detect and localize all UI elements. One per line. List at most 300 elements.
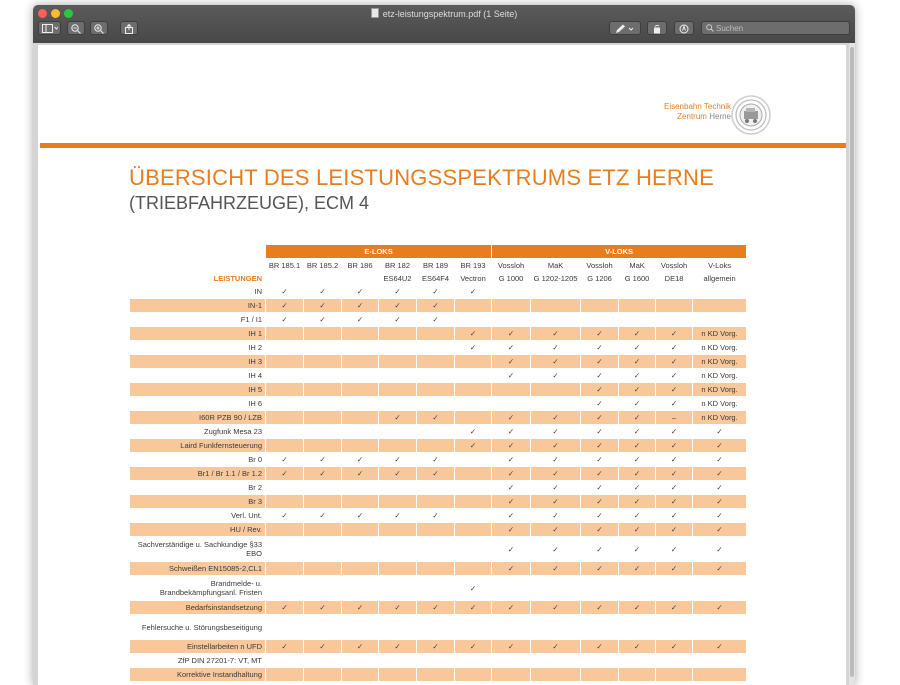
- document-title: ÜBERSICHT DES LEISTUNGSSPEKTRUMS ETZ HERNE: [129, 165, 714, 190]
- table-cell: [455, 383, 492, 397]
- row-label: IH 4: [130, 369, 266, 383]
- zoom-out-icon: [71, 24, 81, 34]
- column-header: Vossloh: [581, 259, 619, 272]
- row-label: Sachverständige u. Sachkundige §33 EBO: [130, 537, 266, 562]
- etz-logo: [656, 94, 776, 134]
- table-cell: ✓: [656, 481, 693, 495]
- table-row: [130, 467, 747, 481]
- table-cell: ✓: [581, 495, 619, 509]
- table-cell: ✓: [492, 439, 531, 453]
- table-cell: [619, 576, 656, 601]
- table-row: [130, 299, 747, 313]
- table-cell: ✓: [531, 341, 581, 355]
- table-cell: [342, 654, 379, 668]
- table-cell: n KD Vorg.: [693, 383, 747, 397]
- table-cell: ✓: [531, 453, 581, 467]
- row-label: IH 3: [130, 355, 266, 369]
- table-cell: ✓: [581, 341, 619, 355]
- window-title-text: etz-leistungspektrum.pdf (1 Seite): [382, 9, 518, 19]
- table-cell: [417, 576, 455, 601]
- table-cell: [342, 341, 379, 355]
- table-cell: [455, 481, 492, 495]
- column-header: BR 185.2: [304, 259, 342, 272]
- table-cell: [455, 299, 492, 313]
- table-cell: ✓: [342, 285, 379, 299]
- table-cell: [304, 495, 342, 509]
- row-label: IN-1: [130, 299, 266, 313]
- search-input[interactable]: [716, 22, 846, 34]
- table-row: [130, 640, 747, 654]
- table-cell: ✓: [531, 355, 581, 369]
- table-cell: [492, 383, 531, 397]
- table-cell: [455, 467, 492, 481]
- table-cell: [304, 383, 342, 397]
- table-cell: [417, 654, 455, 668]
- table-cell: [455, 397, 492, 411]
- table-cell: ✓: [492, 355, 531, 369]
- table-cell: n KD Vorg.: [693, 327, 747, 341]
- table-cell: ✓: [531, 327, 581, 341]
- table-cell: ✓: [619, 537, 656, 562]
- table-cell: ✓: [581, 601, 619, 615]
- zoom-in-icon: [94, 24, 104, 34]
- table-cell: ✓: [656, 439, 693, 453]
- table-cell: [417, 397, 455, 411]
- table-cell: ✓: [304, 453, 342, 467]
- table-cell: ✓: [656, 495, 693, 509]
- table-cell: ✓: [455, 285, 492, 299]
- table-cell: ✓: [342, 509, 379, 523]
- preview-window: [33, 5, 855, 685]
- table-cell: ✓: [619, 562, 656, 576]
- row-label: Korrektive Instandhaltung: [130, 668, 266, 682]
- row-label: Brandmelde- u. Brandbekämpfungsanl. Fristen: [130, 576, 266, 601]
- table-cell: ✓: [531, 562, 581, 576]
- column-header: MaK: [531, 259, 581, 272]
- table-cell: [379, 562, 417, 576]
- table-cell: [342, 411, 379, 425]
- table-cell: ✓: [266, 285, 304, 299]
- group-header-row: [130, 245, 747, 259]
- column-subheader: G 1600: [619, 272, 656, 285]
- table-row: [130, 654, 747, 668]
- table-cell: [531, 397, 581, 411]
- table-cell: ✓: [342, 640, 379, 654]
- table-cell: [266, 537, 304, 562]
- table-row: [130, 509, 747, 523]
- row-label: IH 2: [130, 341, 266, 355]
- table-cell: [619, 615, 656, 640]
- table-cell: ✓: [379, 601, 417, 615]
- table-cell: [266, 397, 304, 411]
- table-cell: ✓: [656, 601, 693, 615]
- search-icon: [706, 24, 714, 32]
- table-cell: ✓: [619, 523, 656, 537]
- table-cell: [531, 299, 581, 313]
- table-cell: ✓: [342, 453, 379, 467]
- table-cell: ✓: [379, 313, 417, 327]
- table-cell: [304, 562, 342, 576]
- table-row: [130, 313, 747, 327]
- table-cell: [417, 369, 455, 383]
- table-cell: ✓: [266, 299, 304, 313]
- column-subheader: [304, 272, 342, 285]
- table-cell: ✓: [266, 640, 304, 654]
- table-cell: ✓: [455, 576, 492, 601]
- table-cell: [304, 481, 342, 495]
- table-cell: ✓: [492, 601, 531, 615]
- table-cell: ✓: [455, 425, 492, 439]
- column-header: MaK: [619, 259, 656, 272]
- scrollbar-thumb[interactable]: [850, 47, 854, 677]
- table-cell: ✓: [656, 341, 693, 355]
- table-cell: [342, 615, 379, 640]
- table-cell: ✓: [619, 411, 656, 425]
- table-cell: [379, 369, 417, 383]
- table-cell: ✓: [266, 467, 304, 481]
- table-cell: [342, 576, 379, 601]
- table-cell: [342, 397, 379, 411]
- blank-cell: [130, 245, 266, 259]
- table-cell: ✓: [581, 467, 619, 481]
- column-subheader: ES64U2: [379, 272, 417, 285]
- table-cell: ✓: [693, 537, 747, 562]
- table-cell: [304, 341, 342, 355]
- table-cell: [619, 654, 656, 668]
- table-row: [130, 341, 747, 355]
- table-cell: [266, 439, 304, 453]
- table-cell: [455, 654, 492, 668]
- logo-zentrum: Zentrum: [677, 112, 707, 121]
- table-cell: ✓: [492, 411, 531, 425]
- table-cell: ✓: [581, 397, 619, 411]
- table-cell: [417, 537, 455, 562]
- table-cell: [619, 313, 656, 327]
- table-cell: [417, 341, 455, 355]
- table-cell: ✓: [417, 509, 455, 523]
- table-cell: ✓: [656, 562, 693, 576]
- markup-circle-icon: [679, 24, 689, 34]
- table-cell: [492, 313, 531, 327]
- table-cell: [492, 654, 531, 668]
- table-cell: [455, 369, 492, 383]
- row-label: I60R PZB 90 / LZB: [130, 411, 266, 425]
- table-cell: ✓: [304, 467, 342, 481]
- table-cell: ✓: [379, 640, 417, 654]
- table-cell: ✓: [531, 369, 581, 383]
- table-cell: ✓: [619, 467, 656, 481]
- table-cell: ✓: [455, 341, 492, 355]
- table-cell: [417, 495, 455, 509]
- table-cell: [266, 615, 304, 640]
- table-cell: [266, 523, 304, 537]
- zoom-in-button[interactable]: [90, 21, 108, 35]
- table-cell: ✓: [342, 601, 379, 615]
- table-cell: [455, 562, 492, 576]
- table-row: [130, 397, 747, 411]
- wheel-emblem-icon: [730, 94, 772, 136]
- table-cell: ✓: [379, 285, 417, 299]
- table-cell: n KD Vorg.: [693, 369, 747, 383]
- table-cell: [266, 369, 304, 383]
- column-subheader: G 1202-1205: [531, 272, 581, 285]
- row-label: IN: [130, 285, 266, 299]
- table-cell: [342, 383, 379, 397]
- row-label: HU / Rev.: [130, 523, 266, 537]
- table-cell: [417, 425, 455, 439]
- table-cell: [342, 562, 379, 576]
- table-cell: n KD Vorg.: [693, 341, 747, 355]
- table-cell: [304, 327, 342, 341]
- table-cell: ✓: [619, 355, 656, 369]
- table-cell: ✓: [304, 601, 342, 615]
- table-cell: ✓: [656, 369, 693, 383]
- blank-cell: [130, 259, 266, 272]
- table-cell: ✓: [531, 467, 581, 481]
- table-cell: ✓: [379, 299, 417, 313]
- column-subheader: allgemein: [693, 272, 747, 285]
- table-cell: [304, 523, 342, 537]
- table-cell: [531, 313, 581, 327]
- table-cell: [581, 576, 619, 601]
- table-cell: [455, 615, 492, 640]
- table-cell: ✓: [531, 640, 581, 654]
- table-cell: [492, 576, 531, 601]
- vertical-scrollbar[interactable]: [849, 43, 855, 685]
- table-cell: [266, 481, 304, 495]
- table-row: [130, 285, 747, 299]
- table-cell: ✓: [379, 509, 417, 523]
- column-header: BR 185.1: [266, 259, 304, 272]
- table-cell: ✓: [619, 481, 656, 495]
- table-cell: [492, 397, 531, 411]
- table-cell: [304, 537, 342, 562]
- table-cell: n KD Vorg.: [693, 355, 747, 369]
- search-field[interactable]: [701, 21, 850, 35]
- table-cell: [304, 425, 342, 439]
- services-table: [129, 244, 747, 682]
- table-cell: ✓: [619, 509, 656, 523]
- table-cell: ✓: [619, 383, 656, 397]
- table-cell: n KD Vorg.: [693, 411, 747, 425]
- table-cell: ✓: [693, 562, 747, 576]
- table-cell: [342, 369, 379, 383]
- table-cell: ✓: [266, 509, 304, 523]
- table-cell: ✓: [693, 467, 747, 481]
- table-row: [130, 495, 747, 509]
- table-cell: ✓: [492, 537, 531, 562]
- table-cell: ✓: [417, 467, 455, 481]
- table-cell: [656, 299, 693, 313]
- table-cell: [693, 654, 747, 668]
- table-cell: [342, 439, 379, 453]
- table-cell: ✓: [492, 509, 531, 523]
- table-cell: ✓: [619, 327, 656, 341]
- column-header: Vossloh: [492, 259, 531, 272]
- table-cell: ✓: [581, 383, 619, 397]
- table-cell: ✓: [656, 453, 693, 467]
- table-cell: ✓: [656, 640, 693, 654]
- column-subheader-row: [130, 272, 747, 285]
- row-label: Einstellarbeiten n UFD: [130, 640, 266, 654]
- table-cell: [266, 576, 304, 601]
- table-cell: ✓: [693, 439, 747, 453]
- row-label: F1 / I1: [130, 313, 266, 327]
- table-cell: [379, 327, 417, 341]
- table-cell: [455, 537, 492, 562]
- table-cell: [656, 285, 693, 299]
- table-row: [130, 481, 747, 495]
- table-cell: ✓: [619, 341, 656, 355]
- table-row: [130, 439, 747, 453]
- table-cell: ✓: [656, 467, 693, 481]
- table-cell: [379, 537, 417, 562]
- table-cell: [531, 285, 581, 299]
- table-cell: ✓: [581, 425, 619, 439]
- table-cell: ✓: [266, 453, 304, 467]
- table-row: [130, 523, 747, 537]
- row-label: Br1 / Br 1.1 / Br 1.2: [130, 467, 266, 481]
- table-cell: ✓: [492, 495, 531, 509]
- table-cell: ✓: [342, 467, 379, 481]
- row-label: Br 3: [130, 495, 266, 509]
- table-cell: ✓: [693, 481, 747, 495]
- table-cell: ✓: [656, 397, 693, 411]
- column-header: BR 182: [379, 259, 417, 272]
- table-cell: [531, 383, 581, 397]
- table-cell: ✓: [417, 299, 455, 313]
- logo-herne: Herne: [709, 112, 731, 121]
- markup-toolbar-button[interactable]: [609, 21, 641, 35]
- table-cell: [379, 397, 417, 411]
- row-label: Schweißen EN15085-2,CL1: [130, 562, 266, 576]
- table-cell: ✓: [266, 313, 304, 327]
- column-header: BR 193: [455, 259, 492, 272]
- group-v-loks: V-LOKS: [492, 245, 747, 259]
- table-cell: [455, 523, 492, 537]
- table-row: [130, 383, 747, 397]
- table-cell: [455, 313, 492, 327]
- table-cell: ✓: [492, 453, 531, 467]
- column-header: BR 189: [417, 259, 455, 272]
- document-viewer[interactable]: [33, 43, 855, 685]
- table-cell: ✓: [619, 640, 656, 654]
- table-cell: ✓: [531, 537, 581, 562]
- table-cell: ✓: [492, 369, 531, 383]
- column-subheader: G 1206: [581, 272, 619, 285]
- column-subheader: [342, 272, 379, 285]
- table-cell: [379, 495, 417, 509]
- table-cell: ✓: [417, 601, 455, 615]
- table-cell: ✓: [619, 425, 656, 439]
- share-button[interactable]: [120, 21, 138, 35]
- table-cell: ✓: [492, 467, 531, 481]
- row-label: ZfP DIN 27201-7: VT, MT: [130, 654, 266, 668]
- table-cell: ✓: [581, 537, 619, 562]
- logo-line2: [664, 112, 731, 122]
- table-cell: n KD Vorg.: [693, 397, 747, 411]
- table-cell: [455, 453, 492, 467]
- table-cell: ✓: [492, 425, 531, 439]
- table-cell: [342, 537, 379, 562]
- table-cell: [342, 355, 379, 369]
- row-label: Verl. Unt.: [130, 509, 266, 523]
- table-cell: [379, 341, 417, 355]
- column-header: V-Loks: [693, 259, 747, 272]
- annotate-button[interactable]: [674, 21, 694, 35]
- table-cell: [581, 299, 619, 313]
- column-header-row: [130, 259, 747, 272]
- table-cell: [342, 327, 379, 341]
- table-cell: [304, 397, 342, 411]
- table-cell: [304, 439, 342, 453]
- table-cell: ✓: [304, 299, 342, 313]
- document-subtitle: (TRIEBFAHRZEUGE), ECM 4: [129, 193, 370, 213]
- sidebar-icon: [42, 24, 58, 33]
- leistungen-label: LEISTUNGEN: [130, 272, 266, 285]
- table-cell: ✓: [379, 467, 417, 481]
- table-cell: ✓: [619, 397, 656, 411]
- table-cell: [342, 481, 379, 495]
- table-cell: ✓: [619, 495, 656, 509]
- table-cell: ✓: [531, 601, 581, 615]
- table-cell: [531, 615, 581, 640]
- row-label: Br 0: [130, 453, 266, 467]
- table-cell: [304, 654, 342, 668]
- table-cell: [455, 411, 492, 425]
- table-cell: [619, 285, 656, 299]
- column-header: BR 186: [342, 259, 379, 272]
- table-cell: ✓: [304, 285, 342, 299]
- zoom-out-button[interactable]: [67, 21, 85, 35]
- sidebar-toggle-button[interactable]: [38, 21, 61, 35]
- table-cell: [417, 383, 455, 397]
- table-cell: [581, 285, 619, 299]
- row-label: IH 6: [130, 397, 266, 411]
- table-cell: ✓: [455, 439, 492, 453]
- table-cell: [304, 615, 342, 640]
- window-title: [33, 8, 855, 19]
- table-cell: [693, 615, 747, 640]
- table-cell: [693, 299, 747, 313]
- table-cell: [266, 383, 304, 397]
- table-cell: [581, 313, 619, 327]
- table-cell: [266, 341, 304, 355]
- table-cell: ✓: [531, 439, 581, 453]
- table-cell: ✓: [417, 640, 455, 654]
- table-cell: [304, 355, 342, 369]
- table-cell: [266, 327, 304, 341]
- table-cell: ✓: [581, 355, 619, 369]
- table-row: [130, 601, 747, 615]
- table-cell: ✓: [531, 425, 581, 439]
- table-cell: ✓: [342, 299, 379, 313]
- table-cell: ✓: [693, 495, 747, 509]
- table-row: [130, 327, 747, 341]
- table-cell: –: [656, 411, 693, 425]
- table-cell: ✓: [304, 313, 342, 327]
- titlebar[interactable]: [33, 5, 855, 44]
- table-cell: ✓: [581, 509, 619, 523]
- rotate-button[interactable]: [647, 21, 667, 35]
- table-cell: ✓: [417, 453, 455, 467]
- table-cell: ✓: [455, 601, 492, 615]
- table-cell: [379, 355, 417, 369]
- table-row: [130, 425, 747, 439]
- header-divider: [40, 143, 846, 148]
- table-cell: ✓: [417, 313, 455, 327]
- table-cell: ✓: [619, 439, 656, 453]
